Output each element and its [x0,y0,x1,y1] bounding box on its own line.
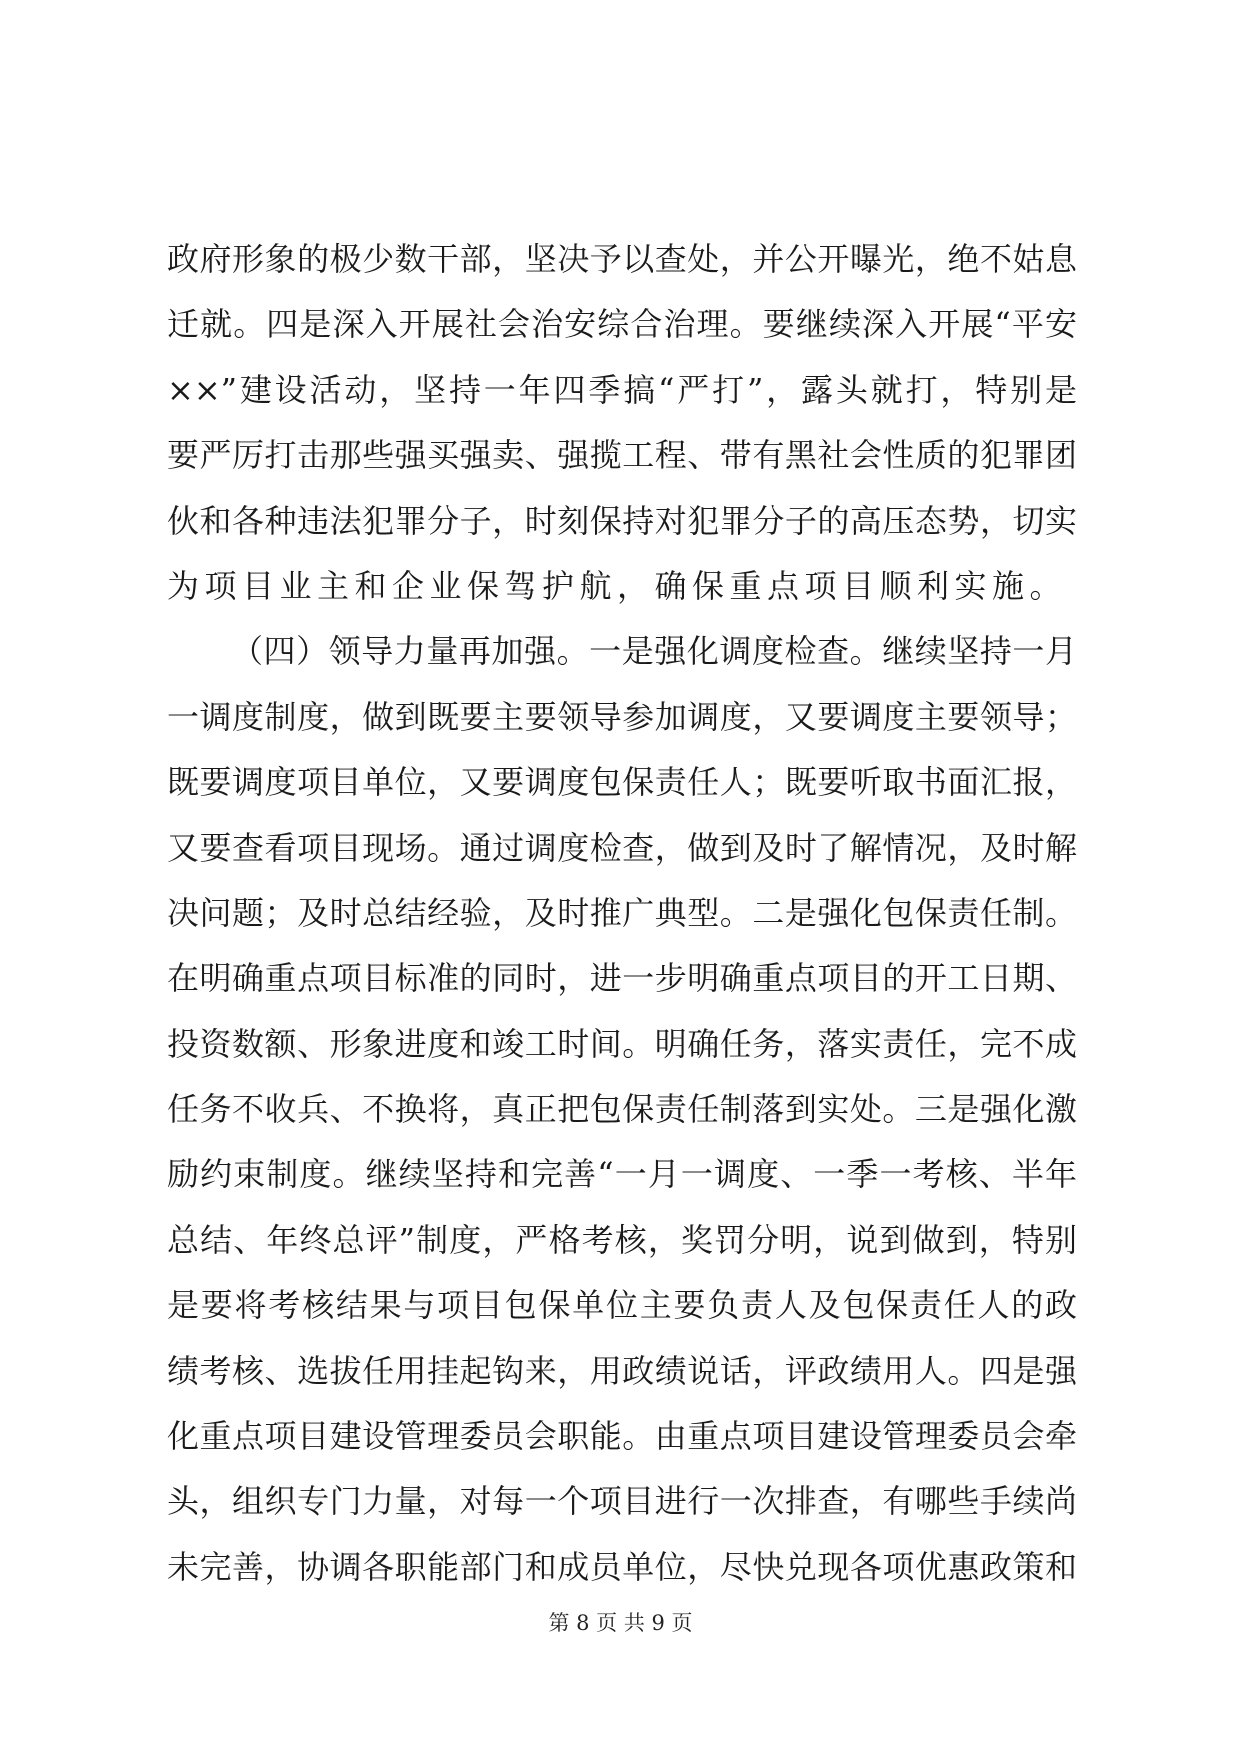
text-line: ××”建设活动，坚持一年四季搞“严打”，露头就打，特别是 [167,370,1077,409]
text-line: 未完善，协调各职能部门和成员单位，尽快兑现各项优惠政策和 [167,1547,1077,1586]
text-line: 伙和各种违法犯罪分子，时刻保持对犯罪分子的高压态势，切实 [167,501,1077,540]
text-line: 绩考核、选拔任用挂起钩来，用政绩说话，评政绩用人。四是强 [167,1351,1077,1390]
text-line: 一调度制度，做到既要主要领导参加调度，又要调度主要领导； [167,697,1077,736]
text-line: 迁就。四是深入开展社会治安综合治理。要继续深入开展“平安 [167,305,1077,344]
text-line: 是要将考核结果与项目包保单位主要负责人及包保责任人的政 [167,1286,1077,1325]
text-line: 投资数额、形象进度和竣工时间。明确任务，落实责任，完不成 [167,1024,1077,1063]
text-line: 在明确重点项目标准的同时，进一步明确重点项目的开工日期、 [167,959,1077,998]
text-line: 励约束制度。继续坚持和完善“一月一调度、一季一考核、半年 [167,1155,1077,1194]
paragraph-start-line: （四）领导力量再加强。一是强化调度检查。继续坚持一月 [231,632,1077,671]
text-line: 政府形象的极少数干部，坚决予以查处，并公开曝光，绝不姑息 [167,240,1077,278]
text-line: 总结、年终总评”制度，严格考核，奖罚分明，说到做到，特别 [167,1220,1077,1259]
page-number-label: 第 8 页 共 9 页 [548,1611,693,1635]
text-line: 决问题；及时总结经验，及时推广典型。二是强化包保责任制。 [167,893,1077,932]
text-line: 化重点项目建设管理委员会职能。由重点项目建设管理委员会牵 [167,1417,1077,1456]
text-line: 为项目业主和企业保驾护航，确保重点项目顺利实施。 [167,566,1068,605]
page-footer [0,1608,1241,1638]
text-line: 既要调度项目单位，又要调度包保责任人；既要听取书面汇报， [167,763,1077,802]
body-text [167,227,1077,1600]
text-line: 任务不收兵、不换将，真正把包保责任制落到实处。三是强化激 [167,1090,1077,1129]
text-line: 又要查看项目现场。通过调度检查，做到及时了解情况，及时解 [167,828,1077,867]
text-line: 要严厉打击那些强买强卖、强揽工程、带有黑社会性质的犯罪团 [167,436,1077,475]
text-line: 头，组织专门力量，对每一个项目进行一次排查，有哪些手续尚 [167,1482,1077,1521]
